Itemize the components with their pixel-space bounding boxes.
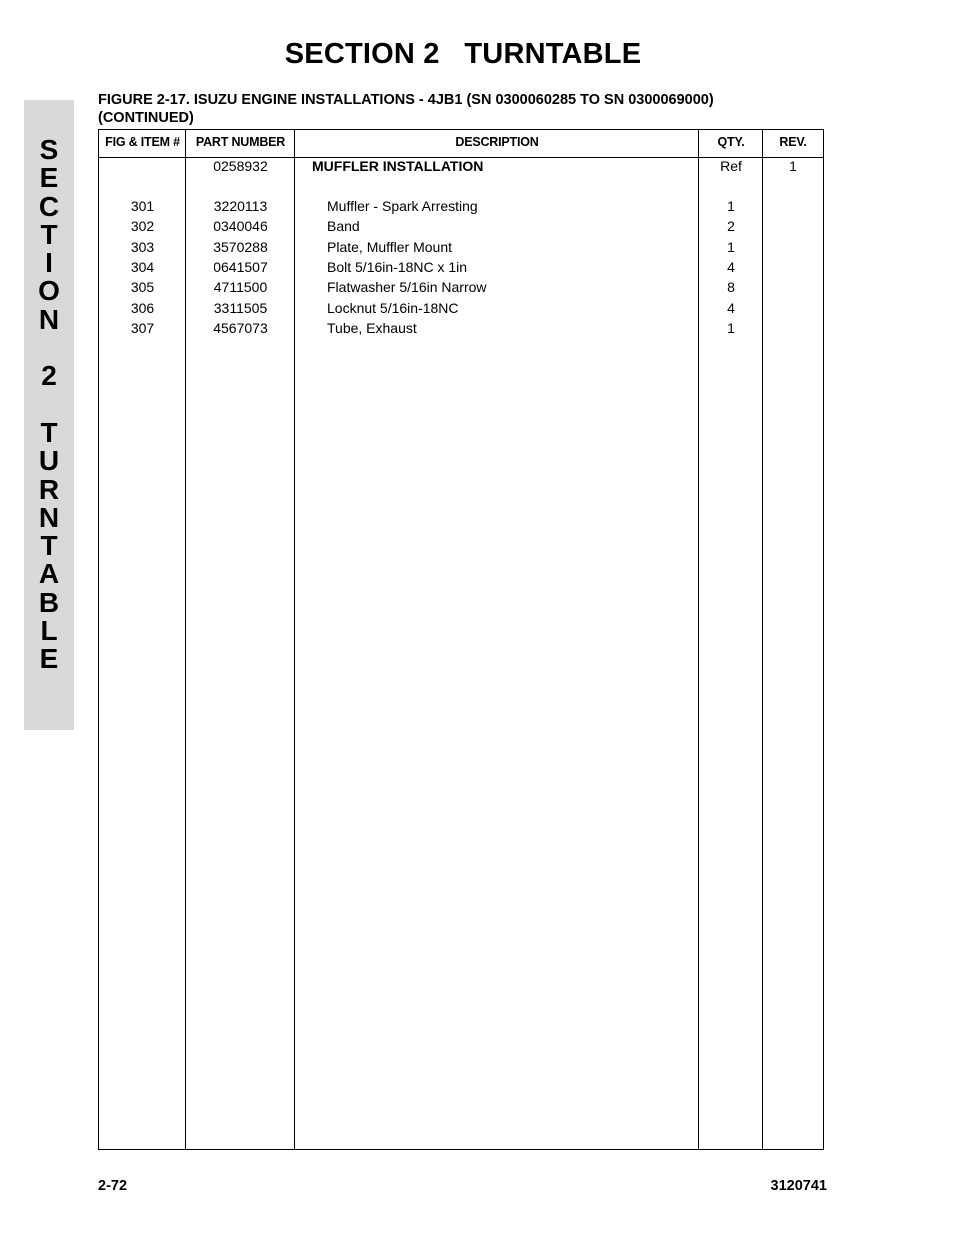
table-row: [99, 318, 823, 338]
cell-qty: 8: [727, 279, 735, 296]
table-row: [99, 298, 823, 318]
table-row-assembly: [99, 156, 823, 176]
cell-qty: 1: [727, 198, 735, 214]
header-fig-item: FIG & ITEM #: [105, 135, 180, 149]
side-tab-letter: [24, 334, 74, 362]
cell-item: 303: [130, 238, 155, 255]
cell-part-number: 3220113: [213, 198, 268, 214]
cell-description: Locknut 5/16in-18NC: [327, 299, 459, 316]
cell-qty: 1: [727, 238, 735, 255]
cell-description: Tube, Exhaust: [327, 319, 417, 336]
cell-item: 305: [130, 279, 155, 296]
cell-item: 301: [130, 198, 155, 214]
header-rev: REV.: [779, 135, 807, 149]
cell-qty: 4: [727, 258, 735, 275]
table-row: [99, 216, 823, 236]
cell-description: Band: [327, 218, 360, 235]
cell-qty: 2: [727, 218, 735, 235]
side-tab-letter: T: [40, 218, 58, 250]
document-number: 3120741: [770, 1178, 827, 1194]
cell-part-number: 4567073: [213, 319, 268, 336]
page-title: SECTION 2 TURNTABLE: [284, 38, 642, 70]
side-tab-letter: A: [38, 558, 60, 590]
side-tab-letter: O: [38, 275, 60, 307]
side-tab-letter: T: [40, 530, 58, 562]
cell-item: 304: [130, 258, 155, 275]
side-tab-letter: N: [38, 501, 60, 533]
cell-description: Bolt 5/16in-18NC x 1in: [327, 258, 468, 275]
cell-description: Muffler - Spark Arresting: [327, 198, 478, 214]
figure-title-line-1: FIGURE 2-17. ISUZU ENGINE INSTALLATIONS - 4JB1 (SN 0300060285 TO SN 0300069000): [98, 92, 714, 108]
cell-item: 306: [130, 299, 155, 316]
cell-description: MUFFLER INSTALLATION: [312, 158, 484, 174]
cell-part-number: 0258932: [213, 158, 268, 174]
side-tab-letter: I: [45, 247, 53, 279]
cell-part-number: 3311505: [213, 299, 268, 316]
side-tab-letter: C: [38, 190, 60, 222]
side-tab-letters: [24, 136, 74, 674]
cell-part-number: 0340046: [213, 218, 268, 235]
table-row: [99, 257, 823, 277]
header-qty: QTY.: [717, 135, 745, 149]
cell-item: 307: [130, 319, 155, 336]
header-part-number: PART NUMBER: [195, 135, 286, 149]
cell-rev: 1: [789, 158, 797, 174]
parts-table: [98, 129, 824, 1150]
cell-description: Plate, Muffler Mount: [327, 238, 453, 255]
side-tab-letter: E: [39, 162, 59, 194]
figure-title: [98, 91, 818, 127]
cell-item: 302: [130, 218, 155, 235]
table-row: [99, 237, 823, 257]
side-tab-letter: B: [38, 586, 60, 618]
side-tab-letter: 2: [41, 360, 57, 392]
table-header: [99, 130, 823, 158]
side-tab-letter: U: [38, 445, 60, 477]
table-row: [99, 277, 823, 297]
section-side-tab: [24, 100, 74, 730]
side-tab-letter: E: [39, 643, 59, 675]
cell-part-number: 3570288: [213, 238, 268, 255]
page-number: 2-72: [98, 1178, 128, 1194]
cell-part-number: 4711500: [213, 279, 268, 296]
side-tab-letter: T: [40, 416, 58, 448]
header-description: DESCRIPTION: [455, 135, 539, 149]
side-tab-letter: [24, 391, 74, 419]
cell-qty: 1: [727, 319, 735, 336]
cell-description: Flatwasher 5/16in Narrow: [327, 279, 487, 296]
cell-qty: 4: [727, 299, 735, 316]
side-tab-letter: S: [39, 134, 59, 165]
cell-part-number: 0641507: [213, 258, 268, 275]
table-row: [99, 196, 823, 216]
figure-title-line-2: (CONTINUED): [98, 110, 194, 126]
side-tab-letter: N: [38, 303, 60, 335]
cell-qty: Ref: [720, 158, 742, 174]
side-tab-letter: R: [38, 473, 60, 505]
side-tab-letter: L: [40, 615, 58, 647]
